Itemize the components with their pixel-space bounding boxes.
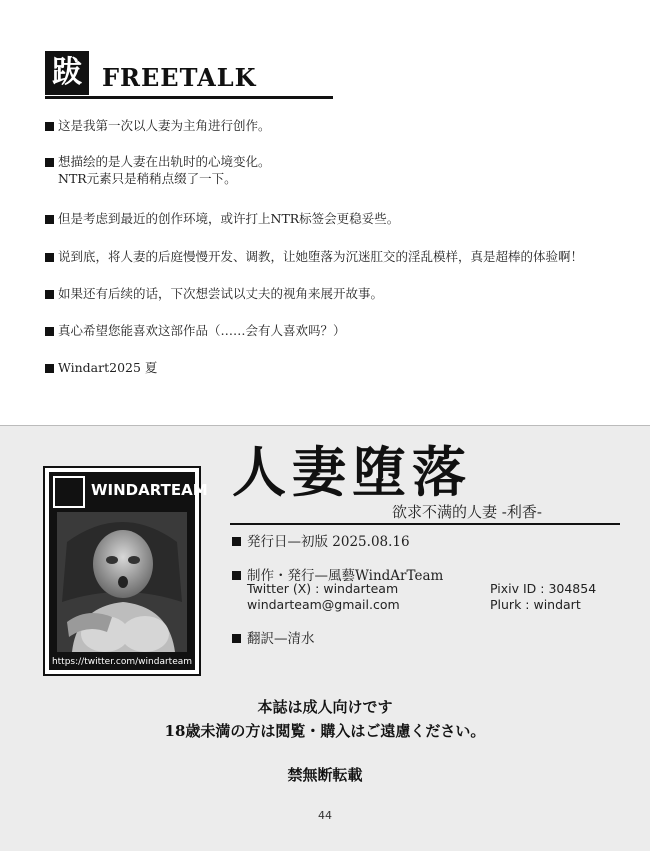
translator: 翻訳—清水: [232, 627, 315, 647]
logo-box-icon: [53, 476, 85, 508]
illustration-art: [57, 512, 187, 652]
bullet-square-icon: [45, 364, 54, 373]
freetalk-section: [0, 0, 650, 425]
contact-plurk: Plurk : windart: [490, 597, 581, 612]
contact-pixiv: Pixiv ID : 304854: [490, 581, 597, 596]
bullet-square-icon: [232, 537, 241, 546]
bullet-square-icon: [45, 327, 54, 336]
title-divider: [230, 523, 620, 525]
bullet-square-icon: [45, 158, 54, 167]
bullet-square-icon: [45, 290, 54, 299]
freetalk-header: [45, 49, 333, 99]
book-title: 人妻堕落: [232, 440, 472, 504]
cover-thumbnail: [43, 466, 208, 676]
freetalk-item: Windart2025 夏: [45, 359, 157, 376]
page-number: 44: [318, 809, 332, 822]
freetalk-item: 如果还有后续的话，下次想尝试以丈夫的视角来展开故事。: [45, 285, 383, 302]
cover-url: https://twitter.com/windarteam: [51, 657, 193, 667]
bullet-square-icon: [45, 253, 54, 262]
contact-twitter: Twitter (X) : windarteam: [247, 581, 399, 596]
cover-brand: WINDARTEAM: [91, 481, 208, 499]
freetalk-badge: 跋: [45, 51, 89, 95]
book-subtitle: 欲求不满的人妻 -利香-: [392, 503, 542, 521]
freetalk-title: FREETALK: [102, 63, 257, 92]
freetalk-item: 这是我第一次以人妻为主角进行创作。: [45, 117, 271, 134]
bullet-square-icon: [45, 215, 54, 224]
publisher: 制作・発行—風藝WindArTeam: [232, 564, 443, 584]
bullet-square-icon: [232, 571, 241, 580]
adult-notice-body: 18歳未満の方は閲覧・購入はご遠慮ください。: [164, 722, 486, 740]
freetalk-item: 真心希望您能喜欢这部作品（……会有人喜欢吗？）: [45, 322, 346, 339]
colophon-section: [0, 425, 650, 851]
adult-notice-title: 本誌は成人向けです: [257, 698, 393, 716]
contact-email: windarteam@gmail.com: [247, 597, 400, 612]
freetalk-item: 但是考虑到最近的创作环境，或许打上NTR标签会更稳妥些。: [45, 210, 399, 227]
release-date: 発行日—初版 2025.08.16: [232, 530, 410, 550]
copyright-notice: 禁無断転載: [287, 766, 363, 784]
freetalk-item-subline: NTR元素只是稍稍点缀了一下。: [58, 171, 237, 186]
freetalk-item: 想描绘的是人妻在出轨时的心境变化。 NTR元素只是稍稍点缀了一下。: [45, 153, 271, 187]
bullet-square-icon: [232, 634, 241, 643]
bullet-square-icon: [45, 122, 54, 131]
cover-image: [49, 472, 208, 670]
freetalk-item: 说到底，将人妻的后庭慢慢开发、调教，让她堕落为沉迷肛交的淫乱模样，真是超棒的体验啊！: [45, 248, 583, 265]
